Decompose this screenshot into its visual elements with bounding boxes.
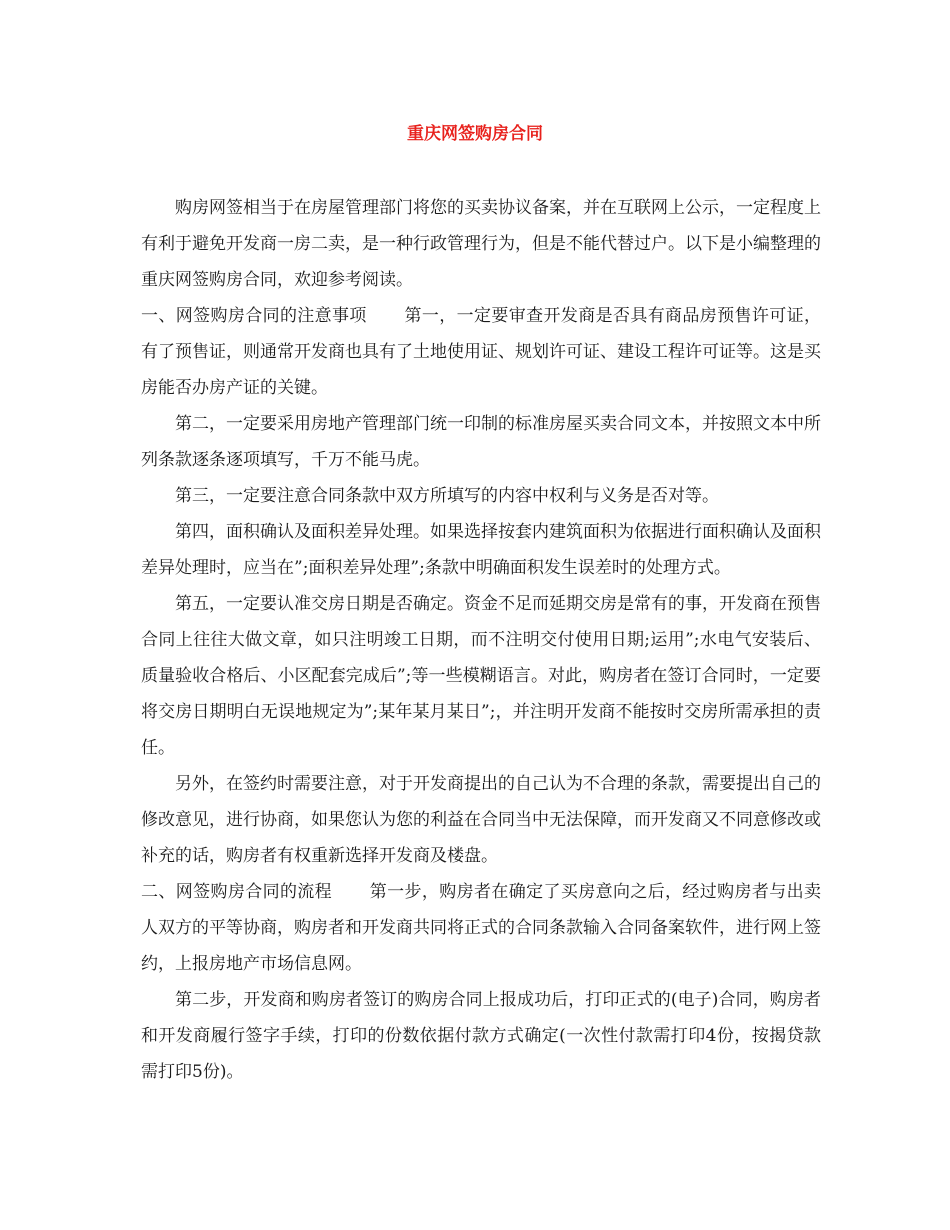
document-body: [141, 190, 821, 1090]
section-1-item-2: 第二，一定要采用房地产管理部门统一印制的标准房屋买卖合同文本，并按照文本中所列条款逐条逐项填写，千万不能马虎。: [141, 414, 821, 470]
section-2-step-2: 第二步，开发商和购房者签订的购房合同上报成功后，打印正式的(电子)合同，购房者和开发商履行签字手续，打印的份数依据付款方式确定(一次性付款需打印4份，按揭贷款需打印5份)。: [141, 990, 821, 1082]
section-1-paragraph: [141, 298, 821, 406]
section-1-heading: 一、网签购房合同的注意事项: [141, 306, 367, 326]
section-1-item-5: 第五，一定要认准交房日期是否确定。资金不足而延期交房是常有的事，开发商在预售合同上往往大做文章，如只注明竣工日期，而不注明交付使用日期;运用”;水电气安装后、质量验收合格后、小区配套完成后”;等一些模糊语言。对此，购房者在签订合同时，一定要将交房日期明白无误地规定为”;某年某月某日”;，并注明开发商不能按时交房所需承担的责任。: [141, 594, 821, 758]
document-title: 重庆网签购房合同: [407, 124, 543, 144]
section-1-item-3: 第三，一定要注意合同条款中双方所填写的内容中权利与义务是否对等。: [175, 486, 719, 506]
section-2-heading: 二、网签购房合同的流程: [141, 882, 333, 902]
section-1-item-4: 第四，面积确认及面积差异处理。如果选择按套内建筑面积为依据进行面积确认及面积差异处理时，应当在”;面积差异处理”;条款中明确面积发生误差时的处理方式。: [141, 522, 821, 578]
section-2-first-step: 第一步，购房者在确定了买房意向之后，经过购房者与出卖人双方的平等协商，购房者和开发商共同将正式的合同条款输入合同备案软件，进行网上签约，上报房地产市场信息网。: [141, 882, 821, 974]
section-1-item-6: 另外，在签约时需要注意，对于开发商提出的自己认为不合理的条款，需要提出自己的修改意见，进行协商，如果您认为您的利益在合同当中无法保障，而开发商又不同意修改或补充的话，购房者有权重新选择开发商及楼盘。: [141, 774, 821, 866]
section-1-first-item: 第一，一定要审查开发商是否具有商品房预售许可证，有了预售证，则通常开发商也具有了土地使用证、规划许可证、建设工程许可证等。这是买房能否办房产证的关键。: [141, 306, 821, 398]
intro-paragraph: 购房网签相当于在房屋管理部门将您的买卖协议备案，并在互联网上公示，一定程度上有利于避免开发商一房二卖，是一种行政管理行为，但是不能代替过户。以下是小编整理的重庆网签购房合同，欢迎参考阅读。: [141, 198, 821, 290]
section-2-paragraph: [141, 874, 821, 982]
